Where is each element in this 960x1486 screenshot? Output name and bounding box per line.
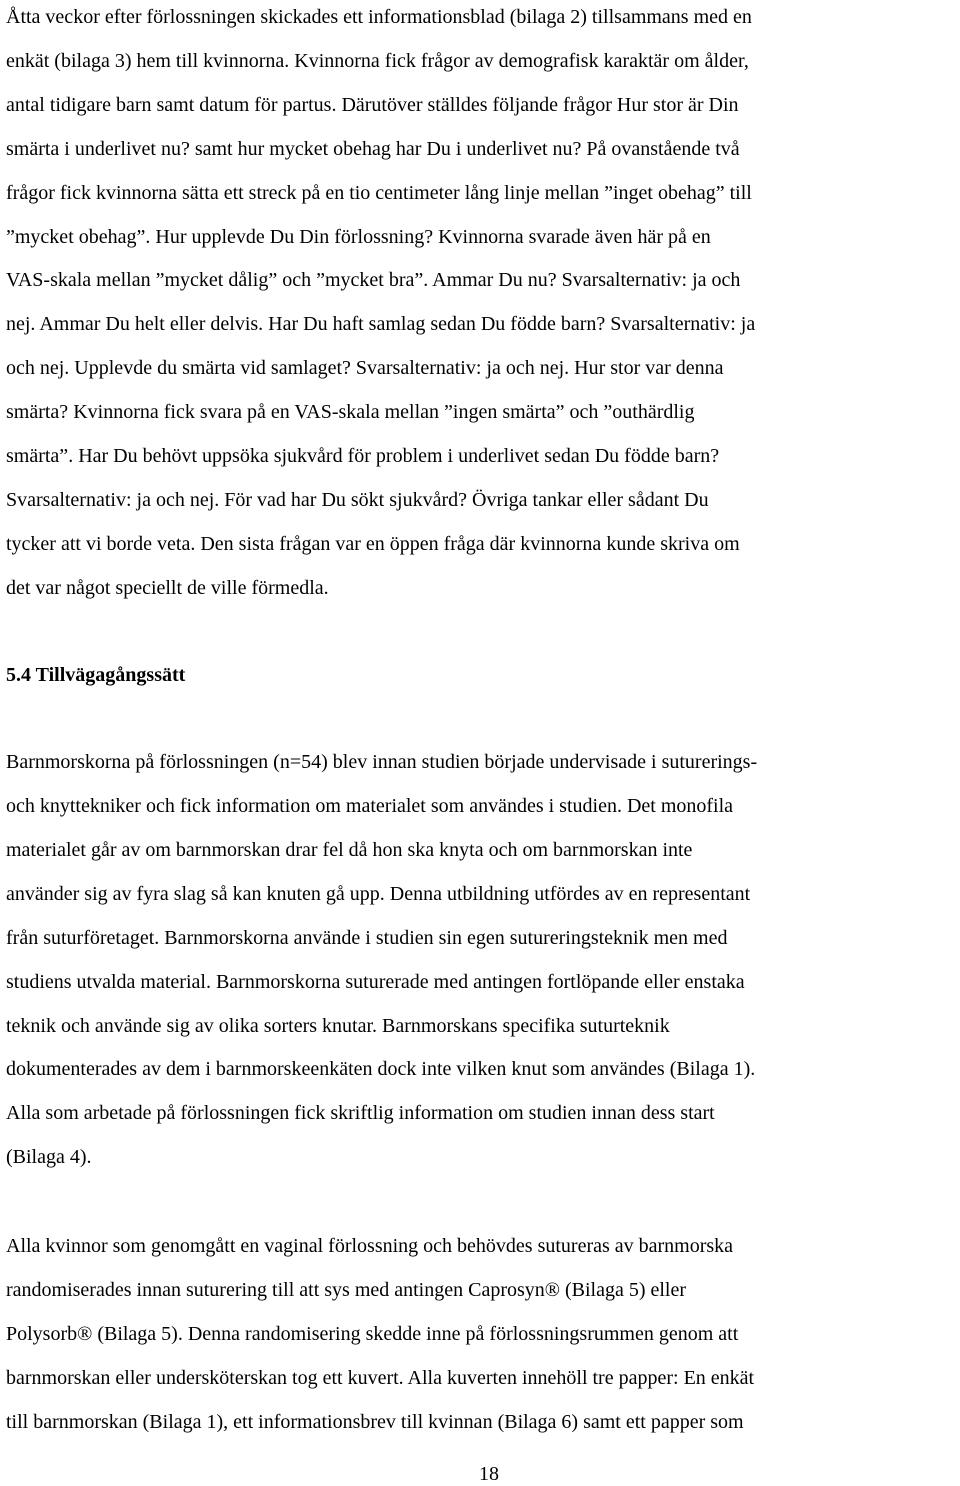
text-line: Alla som arbetade på förlossningen fick skriftlig information om studien innan dess start bbox=[6, 1102, 715, 1124]
text-line: studiens utvalda material. Barnmorskorna suturerade med antingen fortlöpande eller enstaka bbox=[6, 971, 745, 993]
text-line: Svarsalternativ: ja och nej. För vad har Du sökt sjukvård? Övriga tankar eller sådant Du bbox=[6, 489, 709, 511]
text-line: nej. Ammar Du helt eller delvis. Har Du haft samlag sedan Du födde barn? Svarsalternativ: ja bbox=[6, 313, 756, 335]
text-line: ”mycket obehag”. Hur upplevde Du Din förlossning? Kvinnorna svarade även här på en bbox=[6, 226, 711, 248]
text-line: dokumenterades av dem i barnmorskeenkäten dock inte vilken knut som användes (Bilaga 1). bbox=[6, 1058, 756, 1080]
text-line: använder sig av fyra slag så kan knuten gå upp. Denna utbildning utfördes av en representant bbox=[6, 883, 751, 905]
text-line: VAS-skala mellan ”mycket dålig” och ”mycket bra”. Ammar Du nu? Svarsalternativ: ja och bbox=[6, 269, 741, 291]
text-line: smärta”. Har Du behövt uppsöka sjukvård för problem i underlivet sedan Du födde barn? bbox=[6, 445, 720, 467]
text-line: randomiserades innan suturering till att sys med antingen Caprosyn® (Bilaga 5) eller bbox=[6, 1279, 687, 1301]
text-line: tycker att vi borde veta. Den sista frågan var en öppen fråga där kvinnorna kunde skriva om bbox=[6, 533, 740, 555]
text-line: teknik och använde sig av olika sorters knutar. Barnmorskans specifika suturteknik bbox=[6, 1015, 670, 1037]
text-line: enkät (bilaga 3) hem till kvinnorna. Kvinnorna fick frågor av demografisk karaktär om ålder, bbox=[6, 50, 749, 72]
text-line: Alla kvinnor som genomgått en vaginal förlossning och behövdes sutureras av barnmorska bbox=[6, 1235, 734, 1257]
text-line: (Bilaga 4). bbox=[6, 1146, 92, 1168]
text-line: smärta? Kvinnorna fick svara på en VAS-skala mellan ”ingen smärta” och ”outhärdlig bbox=[6, 401, 695, 423]
text-line: barnmorskan eller undersköterskan tog ett kuvert. Alla kuverten innehöll tre papper: En enkät bbox=[6, 1367, 755, 1389]
text-line: frågor fick kvinnorna sätta ett streck på en tio centimeter lång linje mellan ”inget obehag” till bbox=[6, 182, 752, 204]
section-heading: 5.4 Tillvägagångssätt bbox=[6, 664, 186, 686]
text-line: smärta i underlivet nu? samt hur mycket obehag har Du i underlivet nu? På ovanstående två bbox=[6, 138, 740, 160]
page-number: 18 bbox=[479, 1463, 499, 1485]
text-line: det var något speciellt de ville förmedla. bbox=[6, 577, 329, 599]
text-line: Barnmorskorna på förlossningen (n=54) blev innan studien började undervisade i suturerings- bbox=[6, 751, 758, 773]
text-line: till barnmorskan (Bilaga 1), ett informationsbrev till kvinnan (Bilaga 6) samt ett papper som bbox=[6, 1411, 744, 1433]
text-line: från suturföretaget. Barnmorskorna använde i studien sin egen sutureringsteknik men med bbox=[6, 927, 728, 949]
text-line: Polysorb® (Bilaga 5). Denna randomisering skedde inne på förlossningsrummen genom att bbox=[6, 1323, 739, 1345]
text-line: Åtta veckor efter förlossningen skickades ett informationsblad (bilaga 2) tillsammans med en bbox=[6, 6, 752, 28]
text-line: och knyttekniker och fick information om materialet som användes i studien. Det monofila bbox=[6, 795, 734, 817]
text-line: och nej. Upplevde du smärta vid samlaget? Svarsalternativ: ja och nej. Hur stor var denna bbox=[6, 357, 724, 379]
text-line: antal tidigare barn samt datum för partus. Därutöver ställdes följande frågor Hur stor är Din bbox=[6, 94, 739, 116]
text-line: materialet går av om barnmorskan drar fel då hon ska knyta och om barnmorskan inte bbox=[6, 839, 693, 861]
